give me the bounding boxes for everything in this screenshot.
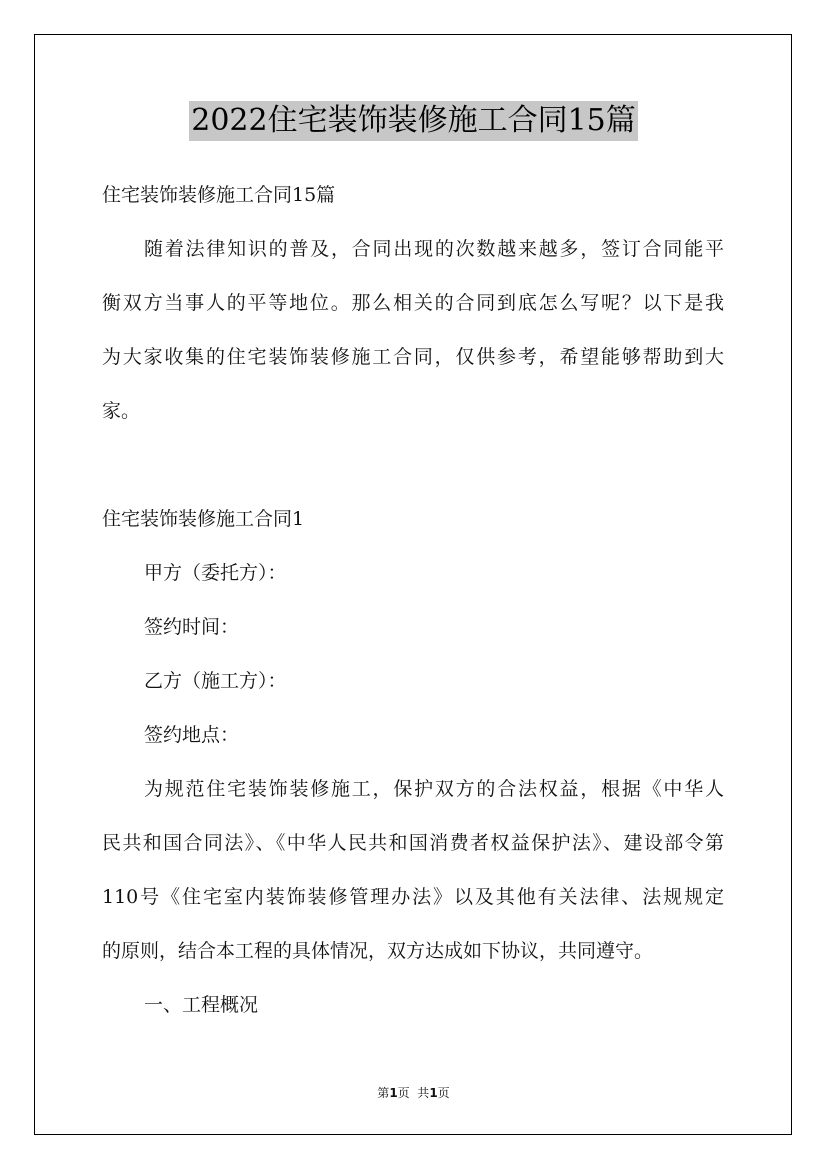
intro-line-2: 衡双方当事人的平等地位。那么相关的合同到底怎么写呢？以下是我 [102, 292, 724, 314]
field-party-b: 乙方（施工方）： [144, 670, 287, 692]
body-line-2: 民共和国合同法》、《中华人民共和国消费者权益保护法》、建设部令第 [102, 832, 724, 854]
footer-page-current: 1 [389, 1086, 398, 1100]
clause-heading: 一、工程概况 [144, 994, 259, 1016]
intro-line-3: 为大家收集的住宅装饰装修施工合同，仅供参考，希望能够帮助到大 [102, 346, 724, 368]
footer-page-total: 1 [429, 1086, 438, 1100]
title-container [0, 101, 827, 141]
section-heading: 住宅装饰装修施工合同1 [102, 508, 305, 530]
footer-mid: 页 共 [397, 1086, 430, 1100]
field-party-a: 甲方（委托方）： [144, 562, 287, 584]
page-footer [0, 1084, 827, 1101]
document-title: 2022住宅装饰装修施工合同15篇 [189, 101, 638, 141]
body-line-1: 为规范住宅装饰装修施工，保护双方的合法权益，根据《中华人 [144, 778, 724, 800]
intro-line-4: 家。 [102, 400, 141, 422]
body-line-3: 110号《住宅室内装饰装修管理办法》以及其他有关法律、法规规定 [102, 886, 724, 908]
intro-line-1: 随着法律知识的普及，合同出现的次数越来越多，签订合同能平 [144, 238, 724, 260]
document-subtitle: 住宅装饰装修施工合同15篇 [102, 184, 336, 206]
field-sign-time: 签约时间： [144, 616, 240, 638]
body-line-4: 的原则，结合本工程的具体情况，双方达成如下协议，共同遵守。 [102, 940, 654, 962]
footer-prefix: 第 [377, 1086, 390, 1100]
field-sign-place: 签约地点： [144, 724, 240, 746]
footer-suffix: 页 [437, 1086, 450, 1100]
